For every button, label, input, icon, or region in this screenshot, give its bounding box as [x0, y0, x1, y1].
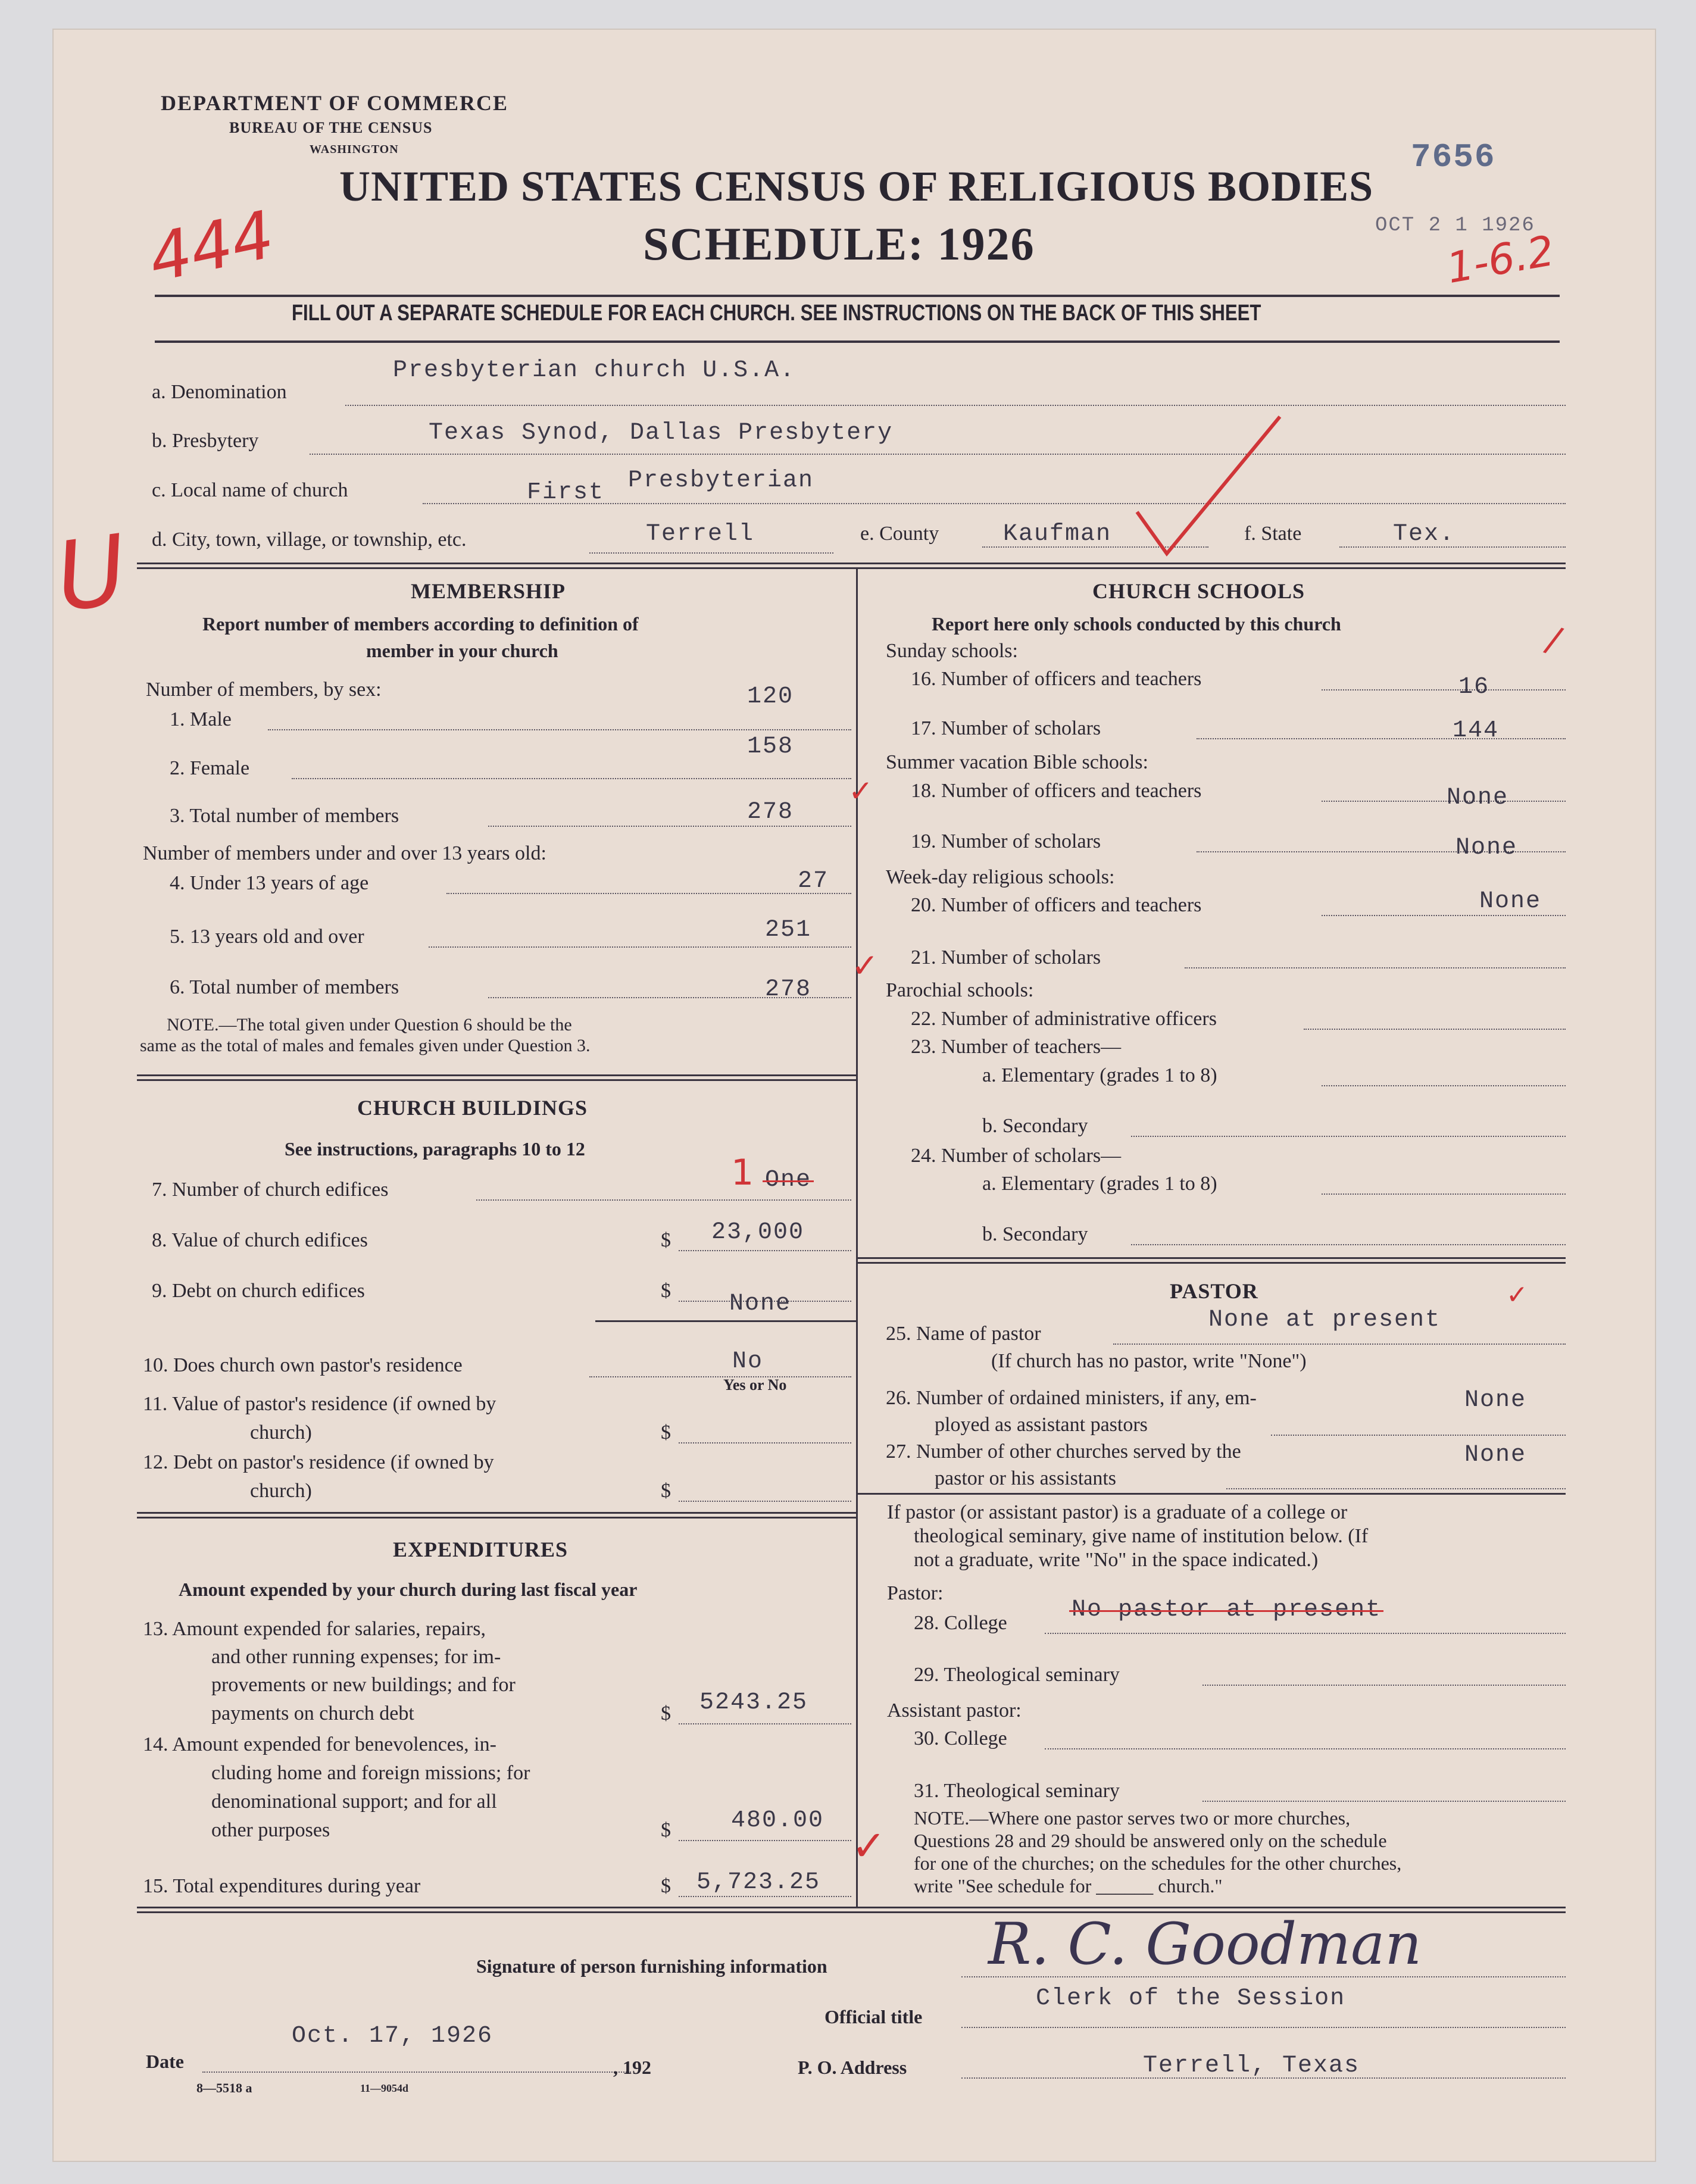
sunday-schools-label: Sunday schools: — [886, 640, 1018, 662]
membership-note-2: same as the total of males and females given under Question 3. — [140, 1036, 591, 1055]
scholars-elementary-label: a. Elementary (grades 1 to 8) — [982, 1173, 1217, 1195]
pastor-college-label: 28. College — [914, 1612, 1007, 1634]
filing-number-stamp: 7656 — [1411, 138, 1496, 176]
male-value[interactable]: 120 — [747, 683, 794, 710]
official-title-label: Official title — [824, 2006, 923, 2027]
pastor-seminary-label: 29. Theological seminary — [914, 1664, 1120, 1686]
membership-instruction-2: member in your church — [366, 640, 558, 661]
scholars-secondary-label: b. Secondary — [982, 1223, 1088, 1245]
total-members-6-label: 6. Total number of members — [170, 976, 399, 998]
age-heading: Number of members under and over 13 years old: — [143, 842, 546, 864]
sunday-scholars-label: 17. Number of scholars — [911, 717, 1101, 739]
red-slash-mark: / — [1541, 618, 1567, 662]
parochial-officers-label: 22. Number of administrative officers — [911, 1008, 1217, 1030]
weekday-schools-label: Week-day religious schools: — [886, 866, 1115, 888]
parochial-scholars-label: 24. Number of scholars— — [911, 1145, 1122, 1167]
edifices-value-label: 8. Value of church edifices — [152, 1229, 368, 1251]
over-13-label: 5. 13 years old and over — [170, 926, 364, 948]
expenditures-heading: EXPENDITURES — [393, 1538, 569, 1561]
dollar-sign: $ — [661, 1819, 671, 1841]
residence-value-label: 11. Value of pastor's residence (if owned by — [143, 1393, 496, 1415]
other-churches-value[interactable]: None — [1464, 1442, 1527, 1469]
pastor-note-4: write "See schedule for ______ church." — [914, 1875, 1223, 1896]
po-address-value[interactable]: Terrell, Texas — [1143, 2052, 1360, 2079]
benevolences-value[interactable]: 480.00 — [731, 1807, 824, 1834]
graduate-instruction-1: If pastor (or assistant pastor) is a graduate of a college or — [887, 1501, 1348, 1523]
pastor-subheading: Pastor: — [887, 1582, 944, 1604]
red-tick-icon: ✓ — [848, 774, 873, 808]
church-name-first[interactable]: First — [527, 479, 605, 506]
state-label: f. State — [1244, 523, 1302, 545]
city-label: d. City, town, village, or township, etc. — [152, 529, 467, 551]
under-13-label: 4. Under 13 years of age — [170, 872, 369, 894]
handwritten-signature: R. C. Goodman — [988, 1911, 1422, 1977]
weekday-officers-label: 20. Number of officers and teachers — [911, 894, 1202, 916]
owns-residence-label: 10. Does church own pastor's residence — [143, 1354, 463, 1376]
male-label: 1. Male — [170, 708, 232, 730]
total-expenditures-label: 15. Total expenditures during year — [143, 1875, 421, 1897]
pastor-heading: PASTOR — [1170, 1279, 1258, 1303]
q14-line-3: denominational support; and for all — [211, 1791, 497, 1813]
edifices-handwritten-count: 1 — [731, 1152, 754, 1193]
edifices-count-label: 7. Number of church edifices — [152, 1179, 389, 1201]
signature-label: Signature of person furnishing information — [476, 1955, 827, 1977]
church-buildings-heading: CHURCH BUILDINGS — [357, 1096, 588, 1120]
county-label: e. County — [860, 523, 939, 545]
dollar-sign: $ — [661, 1875, 671, 1897]
running-expenses-value[interactable]: 5243.25 — [699, 1689, 808, 1716]
separate-schedule-instruction: FILL OUT A SEPARATE SCHEDULE FOR EACH CHURCH. SEE INSTRUCTIONS ON THE BACK OF THIS SHEET — [292, 301, 1261, 326]
date-year-suffix: , 192 — [613, 2057, 651, 2078]
sunday-scholars-value[interactable]: 144 — [1453, 717, 1500, 744]
received-date-stamp: OCT 2 1 1926 — [1375, 214, 1535, 237]
bureau-heading: BUREAU OF THE CENSUS — [229, 119, 433, 136]
red-tick-icon-3: ✓ — [1506, 1280, 1528, 1310]
weekday-scholars-label: 21. Number of scholars — [911, 946, 1101, 968]
teachers-elementary-label: a. Elementary (grades 1 to 8) — [982, 1064, 1217, 1086]
assistant-seminary-label: 31. Theological seminary — [914, 1780, 1120, 1802]
total-members-6-value[interactable]: 278 — [765, 976, 812, 1003]
handwritten-code: 1-6.2 — [1443, 226, 1558, 293]
city-value[interactable]: Terrell — [646, 521, 755, 548]
date-value[interactable]: Oct. 17, 1926 — [292, 2023, 494, 2049]
weekday-officers-value[interactable]: None — [1479, 888, 1542, 915]
q13-line-3: provements or new buildings; and for — [211, 1674, 516, 1696]
under-13-value[interactable]: 27 — [798, 868, 829, 895]
church-name-presbyterian[interactable]: Presbyterian — [628, 467, 814, 494]
sunday-officers-label: 16. Number of officers and teachers — [911, 668, 1202, 690]
assistant-pastors-label: 26. Number of ordained ministers, if any, em- — [886, 1387, 1257, 1409]
total-members-label: 3. Total number of members — [170, 805, 399, 827]
residence-debt-label-2: church) — [250, 1480, 312, 1502]
expenditures-instruction: Amount expended by your church during last fiscal year — [179, 1579, 638, 1600]
church-schools-heading: CHURCH SCHOOLS — [1092, 579, 1305, 603]
membership-heading: MEMBERSHIP — [411, 579, 566, 603]
residence-value-label-2: church) — [250, 1421, 312, 1443]
pastor-note-2: Questions 28 and 29 should be answered only on the schedule — [914, 1830, 1387, 1851]
church-name-label: c. Local name of church — [152, 479, 348, 501]
parochial-schools-label: Parochial schools: — [886, 979, 1034, 1001]
official-title-value[interactable]: Clerk of the Session — [1036, 1985, 1346, 2012]
edifices-count-value[interactable]: One — [765, 1167, 812, 1193]
other-churches-label: 27. Number of other churches served by the — [886, 1441, 1241, 1463]
q14-line-4: other purposes — [211, 1819, 330, 1841]
dollar-sign: $ — [661, 1421, 671, 1443]
state-value[interactable]: Tex. — [1393, 521, 1456, 548]
schools-instruction: Report here only schools conducted by this church — [932, 613, 1341, 635]
edifices-debt-label: 9. Debt on church edifices — [152, 1280, 365, 1302]
pastor-college-value[interactable]: No pastor at present — [1072, 1596, 1382, 1623]
q13-line-1: 13. Amount expended for salaries, repairs, — [143, 1618, 486, 1640]
dollar-sign: $ — [661, 1229, 671, 1251]
other-churches-label-2: pastor or his assistants — [935, 1467, 1117, 1489]
graduate-instruction-3: not a graduate, write "No" in the space indicated.) — [914, 1549, 1319, 1571]
handwritten-number-444: 444 — [142, 196, 280, 297]
pastor-name-note: (If church has no pastor, write "None") — [991, 1350, 1307, 1372]
dollar-sign: $ — [661, 1480, 671, 1502]
assistant-pastor-subheading: Assistant pastor: — [887, 1699, 1022, 1721]
date-label: Date — [146, 2051, 184, 2072]
pastor-note-1: NOTE.—Where one pastor serves two or more churches, — [914, 1807, 1351, 1829]
owns-residence-value[interactable]: No — [732, 1348, 764, 1375]
female-label: 2. Female — [170, 757, 250, 779]
dollar-sign: $ — [661, 1280, 671, 1302]
q14-line-2: cluding home and foreign missions; for — [211, 1762, 530, 1784]
female-value[interactable]: 158 — [747, 733, 794, 760]
presbytery-value[interactable]: Texas Synod, Dallas Presbytery — [429, 420, 894, 446]
summer-officers-value[interactable]: None — [1447, 785, 1509, 811]
red-checkmark-icon-2: ✓ — [851, 1821, 886, 1870]
form-number-2: 11—9054d — [360, 2082, 409, 2094]
form-subtitle: SCHEDULE: 1926 — [643, 218, 1035, 270]
parochial-teachers-label: 23. Number of teachers— — [911, 1036, 1122, 1058]
edifices-debt-value[interactable]: None — [729, 1291, 792, 1317]
po-address-label: P. O. Address — [798, 2057, 907, 2078]
handwritten-margin-mark: U — [49, 513, 134, 634]
edifices-value-value[interactable]: 23,000 — [711, 1219, 805, 1246]
assistant-pastors-label-2: ployed as assistant pastors — [935, 1414, 1148, 1436]
summer-schools-label: Summer vacation Bible schools: — [886, 751, 1148, 773]
county-value[interactable]: Kaufman — [1003, 521, 1112, 548]
red-checkmark-icon — [1131, 411, 1286, 565]
yes-or-no-hint: Yes or No — [723, 1376, 787, 1393]
denomination-label: a. Denomination — [152, 381, 287, 403]
red-tick-icon-2: ✓ — [851, 946, 879, 985]
form-number-1: 8—5518 a — [196, 2080, 252, 2095]
members-by-sex-label: Number of members, by sex: — [146, 679, 382, 701]
graduate-instruction-2: theological seminary, give name of institution below. (If — [914, 1525, 1369, 1547]
teachers-secondary-label: b. Secondary — [982, 1115, 1088, 1137]
assistant-college-label: 30. College — [914, 1727, 1007, 1749]
q13-line-4: payments on church debt — [211, 1702, 414, 1724]
form-title: UNITED STATES CENSUS OF RELIGIOUS BODIES — [339, 163, 1374, 210]
denomination-value[interactable]: Presbyterian church U.S.A. — [393, 357, 796, 384]
over-13-value[interactable]: 251 — [765, 917, 812, 943]
total-members-value[interactable]: 278 — [747, 799, 794, 826]
summer-scholars-label: 19. Number of scholars — [911, 830, 1101, 852]
summer-scholars-value[interactable]: None — [1456, 835, 1518, 861]
assistant-pastors-value[interactable]: None — [1464, 1387, 1527, 1414]
department-heading: DEPARTMENT OF COMMERCE — [161, 91, 509, 115]
membership-instruction-1: Report number of members according to definition of — [202, 613, 639, 635]
presbytery-label: b. Presbytery — [152, 430, 259, 452]
q13-line-2: and other running expenses; for im- — [211, 1646, 501, 1668]
buildings-instruction: See instructions, paragraphs 10 to 12 — [285, 1138, 585, 1160]
washington-heading: WASHINGTON — [310, 143, 399, 156]
summer-officers-label: 18. Number of officers and teachers — [911, 780, 1202, 802]
dollar-sign: $ — [661, 1702, 671, 1724]
pastor-note-3: for one of the churches; on the schedules for the other churches, — [914, 1852, 1402, 1874]
pastor-name-value[interactable]: None at present — [1208, 1307, 1441, 1333]
pastor-name-label: 25. Name of pastor — [886, 1323, 1041, 1345]
total-expenditures-value[interactable]: 5,723.25 — [696, 1869, 821, 1896]
sunday-officers-value[interactable]: 16 — [1458, 674, 1490, 701]
membership-note-1: NOTE.—The total given under Question 6 should be the — [167, 1015, 572, 1035]
q14-line-1: 14. Amount expended for benevolences, in- — [143, 1733, 496, 1755]
residence-debt-label: 12. Debt on pastor's residence (if owned by — [143, 1451, 494, 1473]
